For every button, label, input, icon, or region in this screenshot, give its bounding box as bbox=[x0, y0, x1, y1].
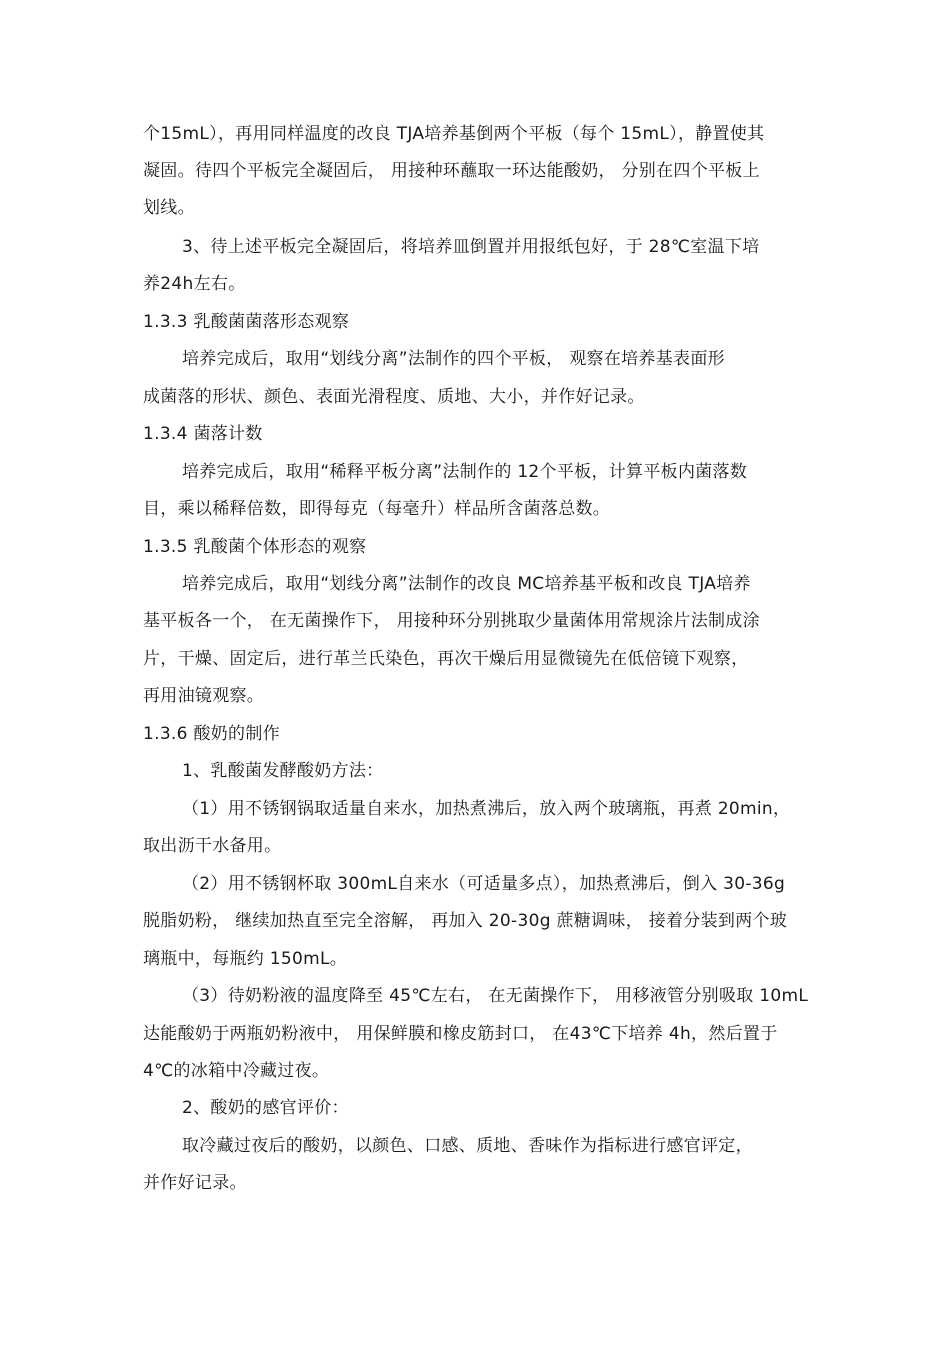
body-text-line: 目，乘以稀释倍数，即得每克（每毫升）样品所含菌落总数。 bbox=[143, 499, 611, 519]
section-heading: 1.3.6 酸奶的制作 bbox=[143, 724, 280, 744]
body-text-line: 培养完成后，取用“划线分离”法制作的改良 MC培养基平板和改良 TJA培养 bbox=[182, 574, 751, 594]
body-text-line: 取冷藏过夜后的酸奶，以颜色、口感、质地、香味作为指标进行感官评定， bbox=[182, 1136, 753, 1156]
body-text-line: 2、酸奶的感官评价： bbox=[182, 1098, 349, 1118]
body-text-line: 成菌落的形状、颜色、表面光滑程度、质地、大小，并作好记录。 bbox=[143, 387, 645, 407]
body-text-line: 再用油镜观察。 bbox=[143, 686, 265, 706]
body-text-line: 凝固。待四个平板完全凝固后， 用接种环蘸取一环达能酸奶， 分别在四个平板上 bbox=[143, 161, 760, 181]
section-heading: 1.3.4 菌落计数 bbox=[143, 424, 263, 444]
body-text-line: 个15mL），再用同样温度的改良 TJA培养基倒两个平板（每个 15mL），静置使其 bbox=[143, 124, 765, 144]
body-text-line: 片，干燥、固定后，进行革兰氏染色，再次干燥后用显微镜先在低倍镜下观察， bbox=[143, 649, 749, 669]
body-text-line: 取出沥干水备用。 bbox=[143, 836, 282, 856]
body-text-line: 璃瓶中，每瓶约 150mL。 bbox=[143, 949, 348, 969]
body-text-line: 4℃的冰箱中冷藏过夜。 bbox=[143, 1061, 330, 1081]
body-text-line: 1、乳酸菌发酵酸奶方法： bbox=[182, 761, 384, 781]
body-text-line: 培养完成后，取用“稀释平板分离”法制作的 12个平板，计算平板内菌落数 bbox=[182, 462, 748, 482]
body-text-line: 划线。 bbox=[143, 198, 195, 218]
body-text-line: 基平板各一个， 在无菌操作下， 用接种环分别挑取少量菌体用常规涂片法制成涂 bbox=[143, 611, 760, 631]
body-text-line: （2）用不锈钢杯取 300mL自来水（可适量多点），加热煮沸后，倒入 30-36g bbox=[182, 874, 786, 894]
body-text-line: 并作好记录。 bbox=[143, 1173, 247, 1193]
body-text-line: （1）用不锈钢锅取适量自来水，加热煮沸后，放入两个玻璃瓶，再煮 20min， bbox=[182, 799, 791, 819]
body-text-line: （3）待奶粉液的温度降至 45℃左右， 在无菌操作下， 用移液管分别吸取 10mL bbox=[182, 986, 809, 1006]
body-text-line: 达能酸奶于两瓶奶粉液中， 用保鲜膜和橡皮筋封口， 在43℃下培养 4h，然后置于 bbox=[143, 1024, 778, 1044]
section-heading: 1.3.3 乳酸菌菌落形态观察 bbox=[143, 312, 350, 332]
section-heading: 1.3.5 乳酸菌个体形态的观察 bbox=[143, 537, 367, 557]
body-text-line: 3、待上述平板完全凝固后，将培养皿倒置并用报纸包好，于 28℃室温下培 bbox=[182, 237, 760, 257]
body-text-line: 培养完成后，取用“划线分离”法制作的四个平板， 观察在培养基表面形 bbox=[182, 349, 725, 369]
body-text-line: 脱脂奶粉， 继续加热直至完全溶解， 再加入 20-30g 蔗糖调味， 接着分装到两个玻 bbox=[143, 911, 788, 931]
body-text-line: 养24h左右。 bbox=[143, 274, 246, 294]
